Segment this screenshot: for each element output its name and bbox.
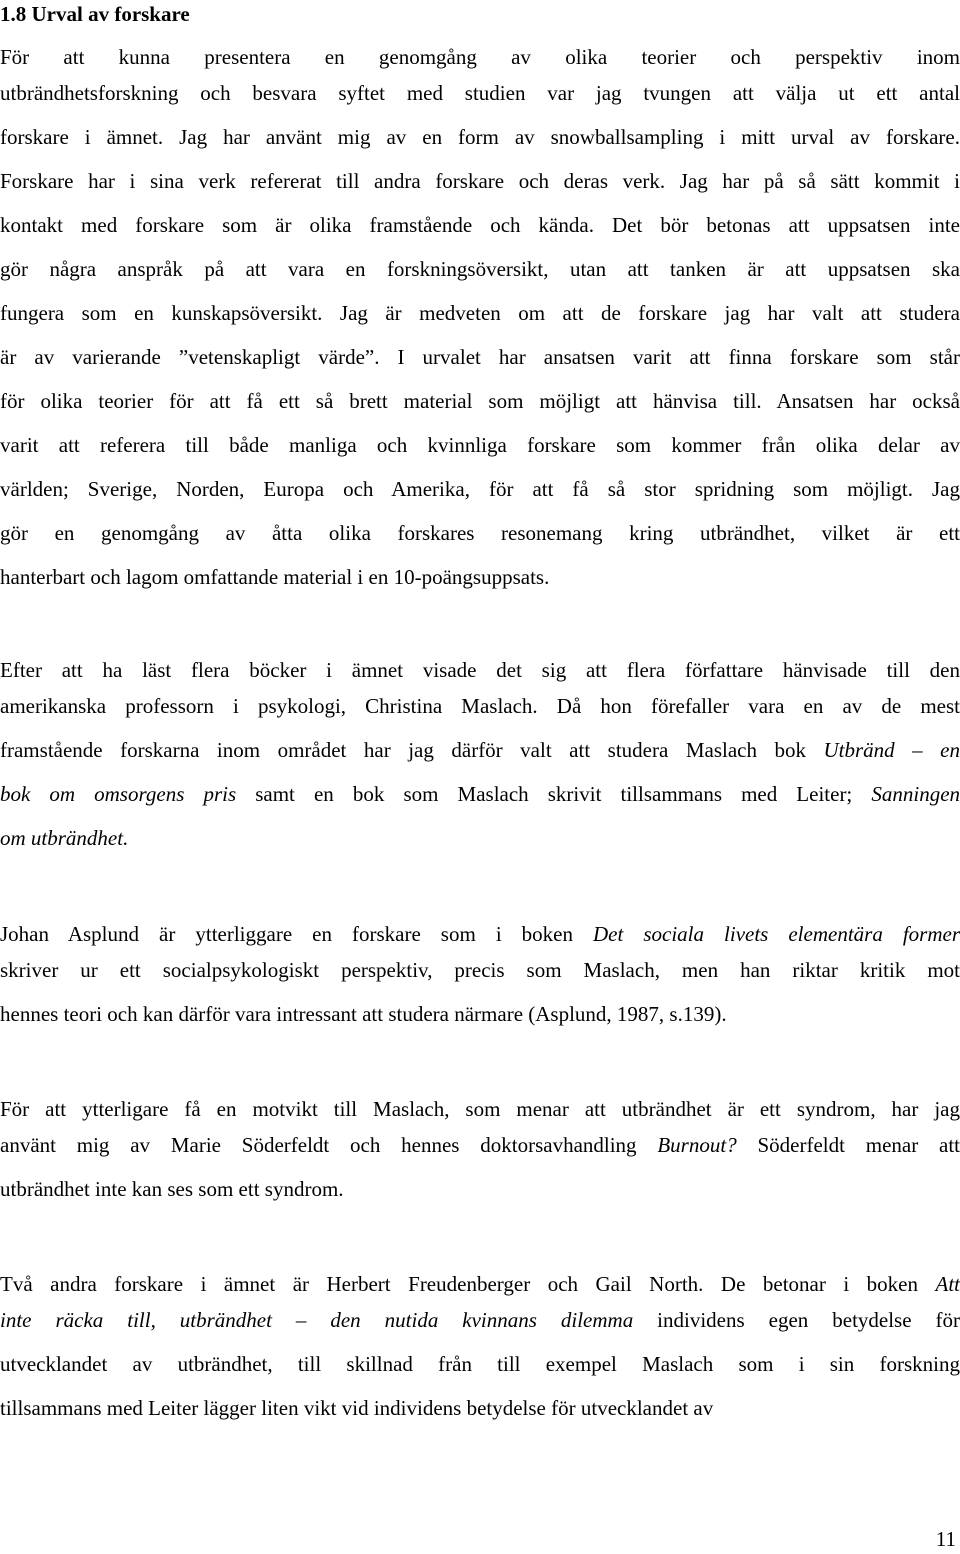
paragraph-soderfeldt — [0, 1095, 960, 1211]
text-run: utbrändhetsforskning och besvara syftet med studien var jag tvungen att välja ut ett antal — [0, 81, 960, 105]
text-line — [0, 772, 960, 816]
text-run: för olika teorier för att få ett så brett material som möjligt att hänvisa till. Ansatsen har också — [0, 389, 960, 413]
text-run: framstående forskarna inom området har jag därför valt att studera Maslach bok — [0, 738, 824, 762]
text-line — [0, 992, 960, 1036]
text-run: hennes teori och kan därför vara intressant att studera närmare (Asplund, 1987, s.139). — [0, 1002, 727, 1026]
text-line — [0, 159, 960, 203]
text-line — [0, 1298, 960, 1342]
text-line — [0, 379, 960, 423]
paragraph-asplund — [0, 920, 960, 1036]
text-run: är av varierande ”vetenskapligt värde”. I urvalet har ansatsen varit att finna forskare som står — [0, 345, 960, 369]
text-line — [0, 656, 960, 684]
italic-title-text: Burnout? — [657, 1133, 737, 1157]
section-heading: 1.8 Urval av forskare — [0, 2, 190, 26]
text-line — [0, 1270, 960, 1298]
text-run: tillsammans med Leiter lägger liten vikt vid individens betydelse för utvecklandet av — [0, 1396, 714, 1420]
text-line — [0, 948, 960, 992]
text-line — [0, 555, 960, 599]
text-line — [0, 1123, 960, 1167]
text-run: Två andra forskare i ämnet är Herbert Freudenberger och Gail North. De betonar i boken — [0, 1272, 936, 1296]
text-line — [0, 71, 960, 115]
italic-title-text: Att — [935, 1272, 960, 1296]
italic-title-text: om utbrändhet. — [0, 826, 129, 850]
text-run: Efter att ha läst flera böcker i ämnet visade det sig att flera författare hänvisade till den — [0, 658, 960, 682]
text-line — [0, 291, 960, 335]
text-run: Johan Asplund är ytterliggare en forskare som i boken — [0, 922, 594, 946]
page-number: 11 — [935, 1527, 956, 1551]
text-run: För att ytterligare få en motvikt till Maslach, som menar att utbrändhet är ett syndrom, har jag — [0, 1097, 960, 1121]
text-run: använt mig av Marie Söderfeldt och hennes doktorsavhandling — [0, 1133, 658, 1157]
text-line — [0, 43, 960, 71]
text-run: samt en bok som Maslach skrivit tillsammans med Leiter; — [236, 782, 872, 806]
text-run: kontakt med forskare som är olika framstående och kända. Det bör betonas att uppsatsen inte — [0, 213, 960, 237]
text-run: Forskare har i sina verk refererat till andra forskare och deras verk. Jag har på så sätt kommit i — [0, 169, 960, 193]
text-line — [0, 1386, 960, 1430]
text-run: Söderfeldt menar att — [736, 1133, 960, 1157]
text-line — [0, 1095, 960, 1123]
italic-title-text: inte räcka till, utbrändhet – den nutida kvinnans dilemma — [0, 1308, 634, 1332]
italic-title-text: bok om omsorgens pris — [0, 782, 237, 806]
text-line — [0, 1167, 960, 1211]
italic-title-text: Sanningen — [871, 782, 960, 806]
text-run: forskare i ämnet. Jag har använt mig av en form av snowballsampling i mitt urval av forskare. — [0, 125, 960, 149]
text-run: För att kunna presentera en genomgång av olika teorier och perspektiv inom — [0, 45, 960, 69]
paragraph-freudenberger-north — [0, 1270, 960, 1430]
italic-title-text: Det sociala livets elementära former — [593, 922, 960, 946]
text-line — [0, 1342, 960, 1386]
text-run: utbrändhet inte kan ses som ett syndrom. — [0, 1177, 344, 1201]
text-line — [0, 115, 960, 159]
text-line — [0, 920, 960, 948]
text-line — [0, 203, 960, 247]
text-line — [0, 816, 960, 860]
text-run: gör en genomgång av åtta olika forskares resonemang kring utbrändhet, vilket är ett — [0, 521, 960, 545]
text-run: utvecklandet av utbrändhet, till skillnad från till exempel Maslach som i sin forskning — [0, 1352, 960, 1376]
text-run: varit att referera till både manliga och kvinnliga forskare som kommer från olika delar av — [0, 433, 960, 457]
text-run: amerikanska professorn i psykologi, Christina Maslach. Då hon förefaller vara en av de mest — [0, 694, 960, 718]
text-run: skriver ur ett socialpsykologiskt perspektiv, precis som Maslach, men han riktar kritik mot — [0, 958, 960, 982]
text-line — [0, 467, 960, 511]
text-line — [0, 247, 960, 291]
text-line — [0, 335, 960, 379]
text-run: gör några anspråk på att vara en forskningsöversikt, utan att tanken är att uppsatsen ska — [0, 257, 960, 281]
text-line — [0, 684, 960, 728]
text-run: fungera som en kunskapsöversikt. Jag är medveten om att de forskare jag har valt att studera — [0, 301, 960, 325]
paragraph-selection-method — [0, 43, 960, 599]
paragraph-maslach — [0, 656, 960, 860]
text-line — [0, 423, 960, 467]
text-run: individens egen betydelse för — [633, 1308, 960, 1332]
text-line — [0, 511, 960, 555]
italic-title-text: Utbränd – en — [823, 738, 960, 762]
text-line — [0, 728, 960, 772]
text-run: världen; Sverige, Norden, Europa och Amerika, för att få så stor spridning som möjligt. Jag — [0, 477, 960, 501]
text-run: hanterbart och lagom omfattande material i en 10-poängsuppsats. — [0, 565, 550, 589]
